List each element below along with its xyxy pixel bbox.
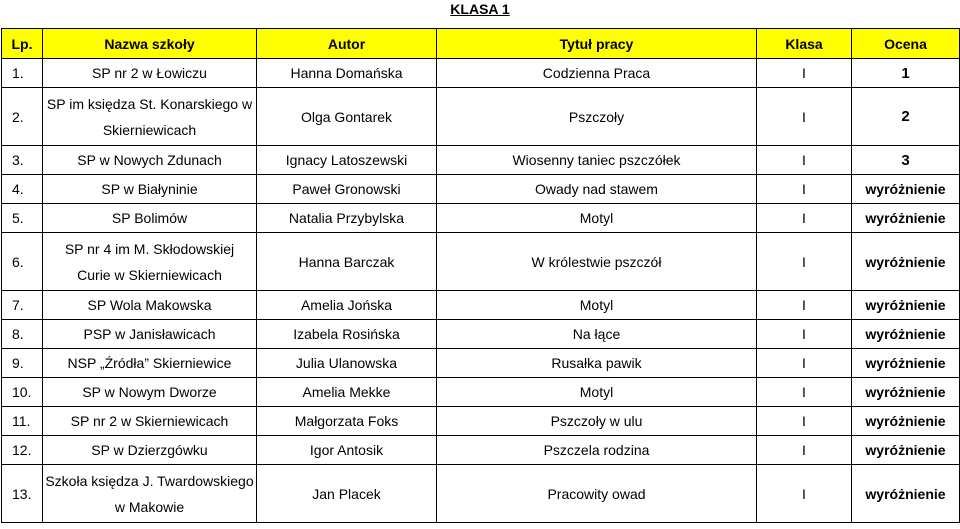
cell-class: I (757, 59, 852, 88)
cell-work-title: Pszczela rodzina (437, 436, 757, 465)
school-line: SP Wola Makowska (87, 297, 212, 313)
page-title-text: KLASA 1 (450, 1, 510, 17)
cell-class: I (757, 465, 852, 523)
cell-class: I (757, 320, 852, 349)
table-row (2, 349, 960, 378)
cell-work-title: Motyl (437, 204, 757, 233)
table-row (2, 88, 960, 146)
cell-class: I (757, 204, 852, 233)
cell-class: I (757, 378, 852, 407)
cell-grade: wyróżnienie (852, 407, 960, 436)
cell-grade: wyróżnienie (852, 349, 960, 378)
cell-author: Julia Ulanowska (257, 349, 437, 378)
cell-school (43, 465, 257, 523)
cell-school (43, 407, 257, 436)
page-title (0, 0, 960, 22)
table-row (2, 407, 960, 436)
cell-grade: 1 (852, 59, 960, 88)
cell-work-title: Pracowity owad (437, 465, 757, 523)
cell-work-title: Motyl (437, 291, 757, 320)
cell-author: Ignacy Latoszewski (257, 146, 437, 175)
cell-grade: wyróżnienie (852, 291, 960, 320)
cell-school (43, 88, 257, 146)
cell-work-title: Pszczoły (437, 88, 757, 146)
cell-author: Olga Gontarek (257, 88, 437, 146)
school-line: Curie w Skierniewicach (77, 266, 222, 283)
table-row (2, 436, 960, 465)
cell-lp: 7. (2, 291, 43, 320)
cell-school (43, 233, 257, 291)
school-line: SP w Dzierzgówku (91, 442, 208, 458)
table-row (2, 175, 960, 204)
table-row (2, 204, 960, 233)
cell-grade: wyróżnienie (852, 175, 960, 204)
cell-work-title: Motyl (437, 378, 757, 407)
cell-lp: 10. (2, 378, 43, 407)
school-line: SP im księdza St. Konarskiego w (46, 95, 253, 112)
cell-class: I (757, 291, 852, 320)
cell-author: Amelia Mekke (257, 378, 437, 407)
cell-grade: 3 (852, 146, 960, 175)
cell-grade: wyróżnienie (852, 204, 960, 233)
table-row (2, 59, 960, 88)
cell-work-title: Rusałka pawik (437, 349, 757, 378)
cell-grade: wyróżnienie (852, 233, 960, 291)
header-work-title: Tytuł pracy (437, 29, 757, 59)
school-line: SP nr 2 w Łowiczu (92, 65, 207, 81)
cell-lp: 5. (2, 204, 43, 233)
cell-author: Hanna Barczak (257, 233, 437, 291)
cell-author: Izabela Rosińska (257, 320, 437, 349)
cell-lp: 3. (2, 146, 43, 175)
header-lp: Lp. (2, 29, 43, 59)
cell-work-title: Pszczoły w ulu (437, 407, 757, 436)
table-row (2, 146, 960, 175)
cell-class: I (757, 146, 852, 175)
table-row (2, 465, 960, 523)
cell-lp: 1. (2, 59, 43, 88)
cell-class: I (757, 233, 852, 291)
header-class: Klasa (757, 29, 852, 59)
cell-class: I (757, 175, 852, 204)
school-line: SP Bolimów (111, 210, 188, 226)
cell-author: Igor Antosik (257, 436, 437, 465)
cell-lp: 12. (2, 436, 43, 465)
cell-grade: wyróżnienie (852, 378, 960, 407)
school-line: SP w Nowym Dworze (82, 384, 217, 400)
cell-grade: wyróżnienie (852, 436, 960, 465)
cell-class: I (757, 88, 852, 146)
results-table (1, 28, 960, 523)
cell-school (43, 204, 257, 233)
cell-class: I (757, 407, 852, 436)
cell-school (43, 378, 257, 407)
cell-lp: 11. (2, 407, 43, 436)
cell-school (43, 320, 257, 349)
school-line: SP nr 2 w Skierniewicach (70, 413, 229, 429)
table-row (2, 320, 960, 349)
cell-work-title: Owady nad stawem (437, 175, 757, 204)
school-line: SP w Białyninie (101, 181, 198, 197)
cell-grade: wyróżnienie (852, 465, 960, 523)
header-row (2, 29, 960, 59)
school-line: PSP w Janisławicach (83, 326, 216, 342)
school-line: NSP „Źródła” Skierniewice (67, 355, 232, 371)
cell-school (43, 175, 257, 204)
cell-lp: 4. (2, 175, 43, 204)
cell-lp: 8. (2, 320, 43, 349)
cell-school (43, 436, 257, 465)
cell-school (43, 349, 257, 378)
table-body (2, 59, 960, 523)
school-line: w Makowie (114, 498, 185, 515)
table-row (2, 378, 960, 407)
header-author: Autor (257, 29, 437, 59)
cell-grade: wyróżnienie (852, 320, 960, 349)
school-line: Skierniewicach (102, 121, 197, 138)
cell-class: I (757, 436, 852, 465)
cell-class: I (757, 349, 852, 378)
cell-grade: 2 (852, 88, 960, 146)
cell-lp: 9. (2, 349, 43, 378)
cell-lp: 13. (2, 465, 43, 523)
cell-author: Hanna Domańska (257, 59, 437, 88)
cell-lp: 2. (2, 88, 43, 146)
cell-author: Jan Placek (257, 465, 437, 523)
school-line: Szkoła księdza J. Twardowskiego (45, 472, 254, 489)
cell-work-title: W królestwie pszczół (437, 233, 757, 291)
table-row (2, 291, 960, 320)
cell-author: Amelia Jońska (257, 291, 437, 320)
table-row (2, 233, 960, 291)
cell-work-title: Wiosenny taniec pszczółek (437, 146, 757, 175)
cell-author: Paweł Gronowski (257, 175, 437, 204)
cell-school (43, 291, 257, 320)
cell-lp: 6. (2, 233, 43, 291)
cell-school (43, 59, 257, 88)
cell-author: Natalia Przybylska (257, 204, 437, 233)
header-grade: Ocena (852, 29, 960, 59)
school-line: SP nr 4 im M. Skłodowskiej (64, 240, 235, 257)
cell-school (43, 146, 257, 175)
cell-author: Małgorzata Foks (257, 407, 437, 436)
cell-work-title: Codzienna Praca (437, 59, 757, 88)
cell-work-title: Na łące (437, 320, 757, 349)
school-line: SP w Nowych Zdunach (77, 152, 222, 168)
header-school: Nazwa szkoły (43, 29, 257, 59)
